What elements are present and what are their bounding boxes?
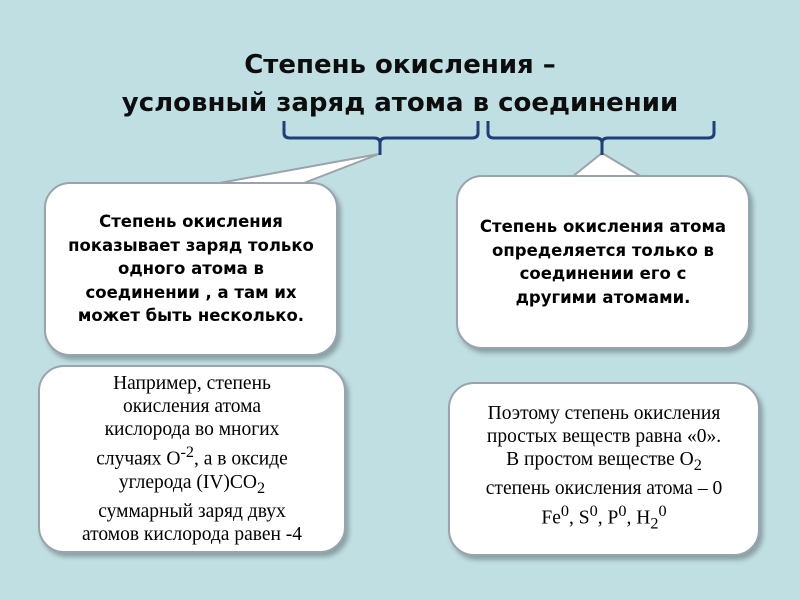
superscript: 0 — [618, 502, 627, 521]
text-fragment: , S — [569, 507, 590, 529]
subscript: 2 — [693, 456, 702, 475]
callout-tail-right — [572, 153, 642, 177]
box3-line: атомов кислорода равен -4 — [81, 523, 303, 545]
box2-line: соединении его с — [519, 264, 687, 283]
title-line-2: условный заряд атома в соединении — [121, 88, 679, 118]
box2-line: определяется только в — [492, 240, 714, 260]
box4-line: степень окисления атома – 0 — [485, 478, 723, 500]
text-fragment: , H — [626, 507, 651, 529]
box4-line — [486, 448, 722, 477]
box3-line — [82, 441, 302, 471]
text-fragment: Fe — [541, 507, 561, 529]
box3-line — [82, 471, 302, 500]
box4-line-formulas — [486, 500, 722, 535]
box1-line: показывает заряд только — [68, 235, 314, 255]
box4-line: Поэтому степень окисления — [487, 403, 721, 425]
example-box-simple-substances — [448, 382, 760, 556]
callout-box-determined-in-compound — [456, 175, 750, 349]
subscript: 2 — [257, 478, 266, 497]
superscript: -2 — [180, 443, 195, 462]
text-fragment: углерода (IV)СО — [118, 471, 258, 493]
box2-line: другими атомами. — [515, 287, 691, 307]
text-fragment: , а в оксиде — [194, 448, 288, 470]
box1-line: соединении , а там их — [85, 282, 297, 302]
callout-box-charge-of-one-atom — [44, 182, 338, 356]
superscript: 0 — [658, 502, 667, 521]
box4-line: простых веществ равна «0». — [486, 426, 722, 448]
subscript: 2 — [650, 514, 659, 533]
box1-line: может быть несколько. — [77, 306, 305, 326]
text-fragment: , P — [597, 507, 619, 529]
box3-line: суммарный заряд двух — [98, 500, 286, 522]
brace-right — [488, 121, 714, 155]
example-box-oxygen — [38, 365, 346, 553]
text-fragment: В простом веществе О — [506, 449, 694, 471]
box3-line: кислорода во многих — [104, 419, 280, 441]
title-line-1: Степень окисления – — [244, 50, 556, 80]
brace-left — [284, 121, 478, 155]
superscript: 0 — [589, 502, 598, 521]
box3-line: Например, степень — [113, 373, 271, 395]
box2-line: Степень окисления атома — [479, 217, 727, 236]
box3-line: окисления атома — [122, 396, 262, 418]
superscript: 0 — [560, 502, 570, 521]
box1-line: одного атома в — [118, 259, 264, 279]
text-fragment: случаях О — [96, 448, 181, 470]
box1-line: Степень окисления — [99, 212, 283, 232]
